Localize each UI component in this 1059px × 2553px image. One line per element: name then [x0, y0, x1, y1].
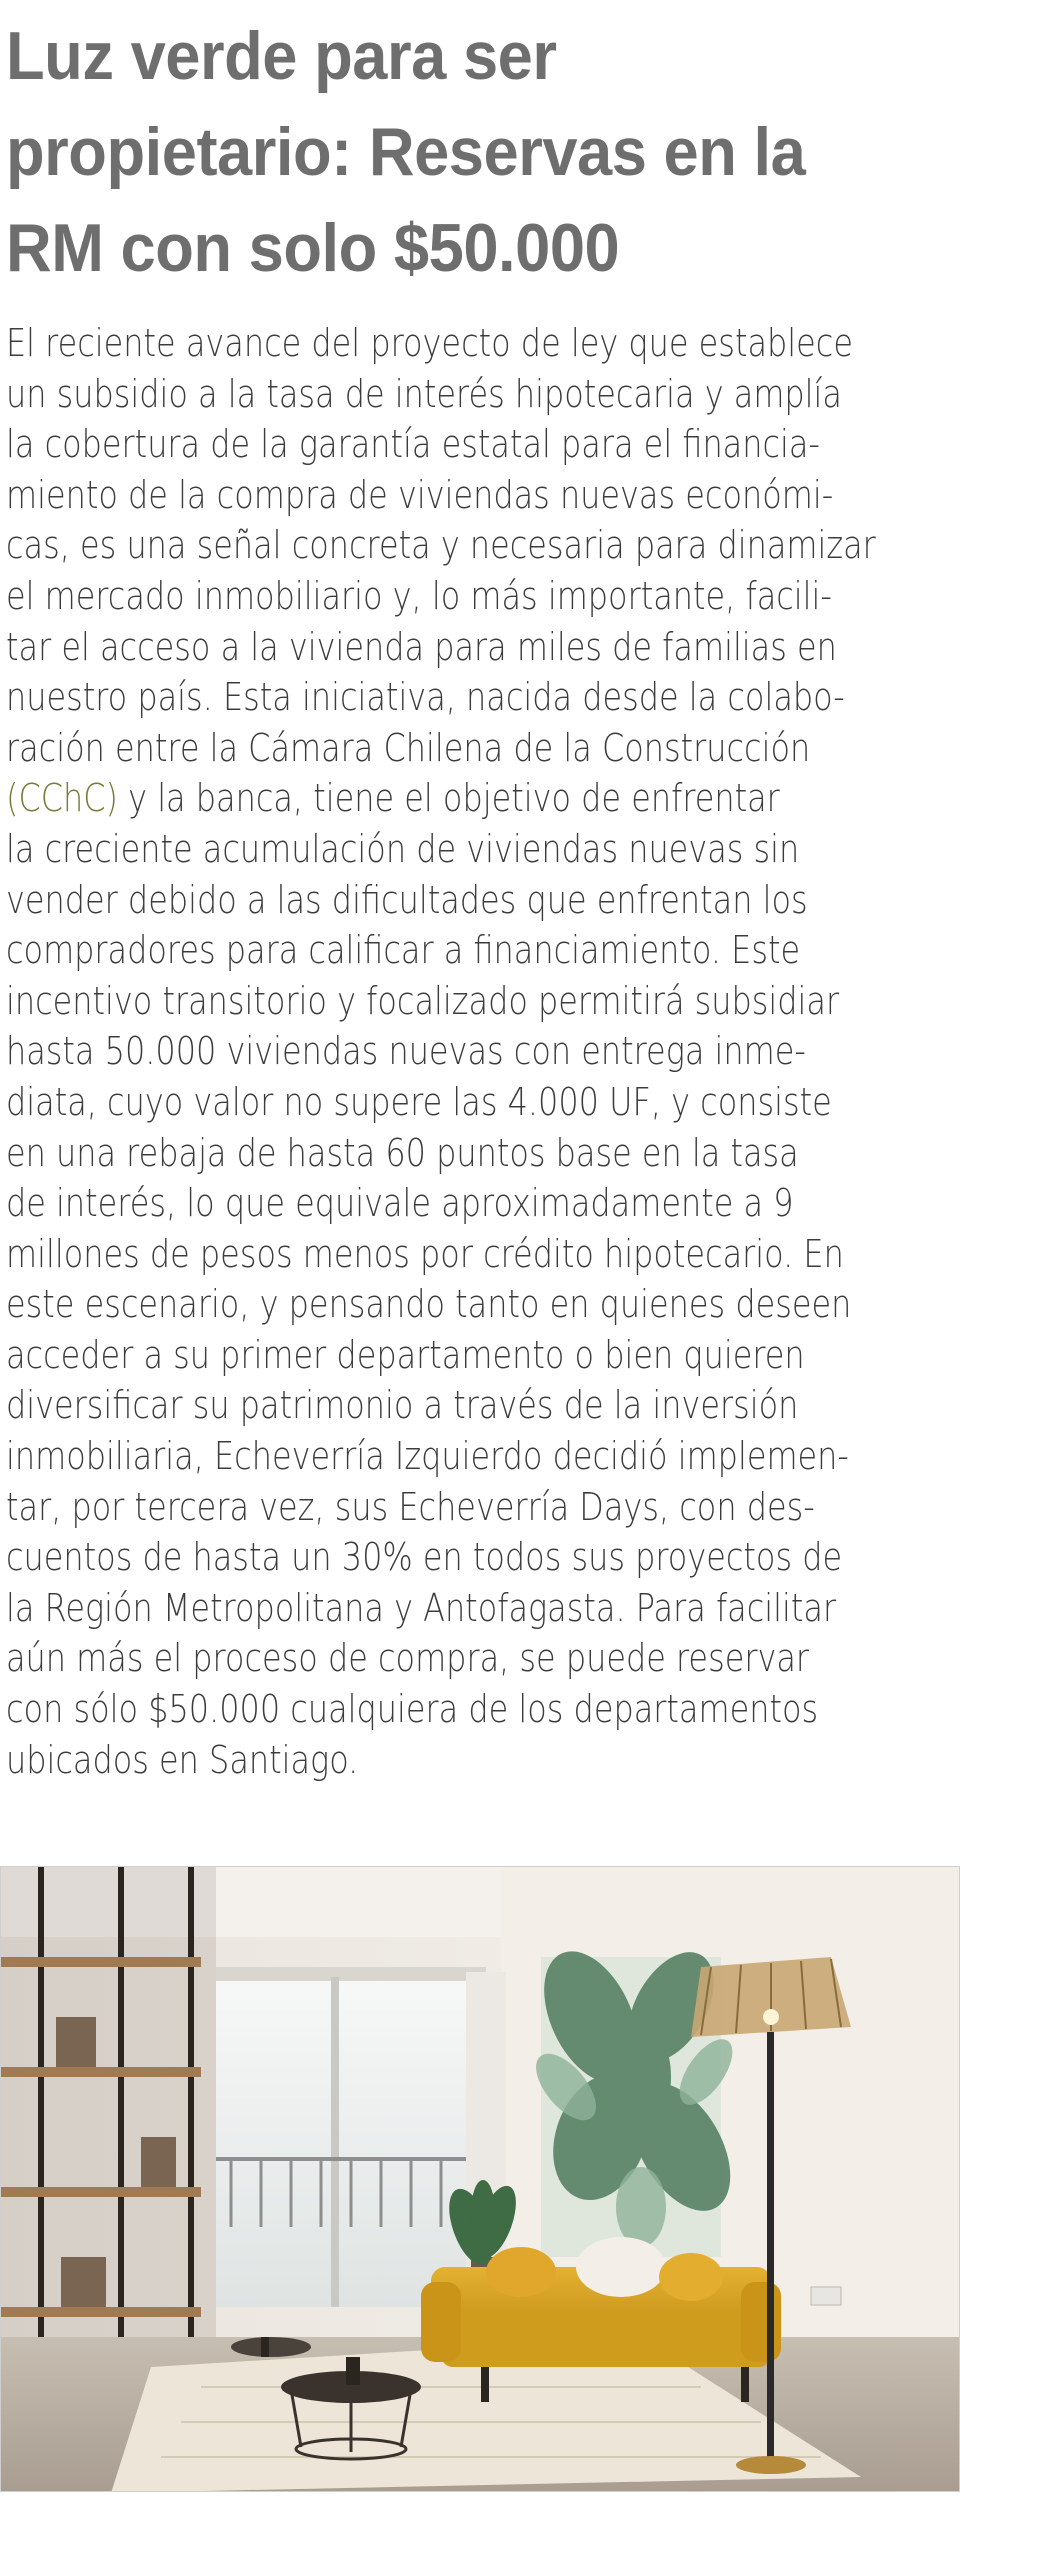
body-line: en una rebaja de hasta 60 puntos base en la tasa — [6, 1130, 799, 1175]
body-line: millones de pesos menos por crédito hipotecario. En — [6, 1231, 844, 1276]
highlight-acronym: (CChC) — [6, 776, 119, 821]
body-line: cuentos de hasta un 30% en todos sus proyectos de — [6, 1535, 843, 1580]
body-line: acceder a su primer departamento o bien quieren — [6, 1332, 805, 1377]
body-line: cas, es una señal concreta y necesaria para dinamizar — [6, 523, 876, 568]
body-line: tar el acceso a la vivienda para miles de familias en — [6, 624, 837, 669]
cushion — [659, 2253, 723, 2301]
body-line: un subsidio a la tasa de interés hipotecaria y amplía — [6, 371, 842, 416]
body-line: inmobiliaria, Echeverría Izquierdo decidió implemen- — [6, 1434, 849, 1479]
body-line: la Región Metropolitana y Antofagasta. Para facilitar — [6, 1585, 837, 1630]
vase — [346, 2357, 360, 2385]
headline — [6, 8, 936, 296]
headline-line: Luz verde para ser — [6, 18, 557, 94]
balcony-rail — [216, 2157, 476, 2161]
headline-line: RM con solo $50.000 — [6, 210, 620, 286]
body-line: la creciente acumulación de viviendas nuevas sin — [6, 826, 800, 871]
body-line: diata, cuyo valor no supere las 4.000 UF, y consiste — [6, 1079, 832, 1124]
body-line: incentivo transitorio y focalizado permitirá subsidiar — [6, 978, 840, 1023]
article-body — [6, 318, 876, 1785]
cushion — [486, 2247, 556, 2297]
body-line: de interés, lo que equivale aproximadamente a 9 — [6, 1181, 794, 1226]
cushion — [576, 2237, 666, 2297]
body-line: compradores para calificar a financiamiento. Este — [6, 928, 801, 973]
body-line-text: y la banca, tiene el objetivo de enfrentar — [118, 776, 780, 821]
body-line: aún más el proceso de compra, se puede reservar — [6, 1636, 810, 1681]
body-line: ración entre la Cámara Chilena de la Construcción — [6, 725, 811, 770]
body-line: este escenario, y pensando tanto en quienes deseen — [6, 1282, 852, 1327]
curtain-rail — [216, 1967, 486, 1981]
body-line: ubicados en Santiago. — [6, 1737, 359, 1782]
body-line: la cobertura de la garantía estatal para el financia- — [6, 422, 820, 467]
window-frame — [331, 1977, 339, 2307]
headline-line: propietario: Reservas en la — [6, 114, 806, 190]
wall-outlet — [811, 2287, 841, 2305]
body-line: nuestro país. Esta iniciativa, nacida desde la colabo- — [6, 675, 845, 720]
body-line: el mercado inmobiliario y, lo más importante, facili- — [6, 573, 832, 618]
body-line: con sólo $50.000 cualquiera de los departamentos — [6, 1687, 819, 1732]
living-room-illustration — [1, 1867, 960, 2492]
body-line: hasta 50.000 viviendas nuevas con entrega inme- — [6, 1029, 806, 1074]
apartment-photo — [0, 1866, 960, 2492]
body-line: El reciente avance del proyecto de ley que establece — [6, 321, 853, 365]
window — [216, 1977, 476, 2307]
body-line: tar, por tercera vez, sus Echeverría Days, con des- — [6, 1484, 815, 1529]
body-line: vender debido a las dificultades que enfrentan los — [6, 877, 808, 922]
body-line: diversificar su patrimonio a través de la inversión — [6, 1383, 799, 1428]
body-line: miento de la compra de viviendas nuevas económi- — [6, 472, 834, 517]
body-line — [6, 773, 846, 824]
